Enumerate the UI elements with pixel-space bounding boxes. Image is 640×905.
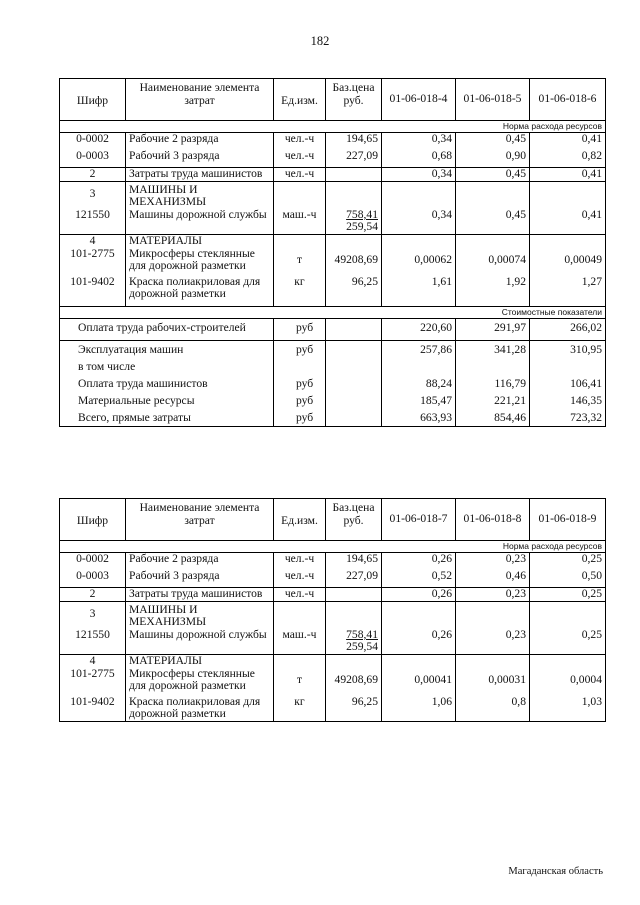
row-unit: маш.-ч (274, 209, 326, 235)
row-value: 0,46 (456, 570, 530, 588)
row-price: 194,65 (326, 553, 382, 571)
row-unit: кг (274, 693, 326, 722)
row-price: 96,25 (326, 693, 382, 722)
cost-row (60, 358, 606, 375)
cost-unit: руб (274, 409, 326, 427)
row-value: 0,23 (456, 629, 530, 655)
row-unit: чел.-ч (274, 570, 326, 588)
row-value: 0,25 (530, 629, 606, 655)
cost-value: 185,47 (382, 392, 456, 409)
header-unit: Ед.изм. (274, 79, 326, 121)
row-value: 1,03 (530, 693, 606, 722)
row-code: 101-2775 (60, 668, 126, 693)
header-code-1: 01-06-018-4 (382, 79, 456, 121)
cost-row (60, 319, 606, 341)
cost-unit: руб (274, 392, 326, 409)
norma-label: Норма расхода ресурсов (60, 541, 606, 553)
row-value: 1,27 (530, 273, 606, 301)
table-row (60, 150, 606, 168)
row-value: 0,41 (530, 209, 606, 235)
section-label-cost (60, 307, 606, 319)
row-value: 0,00031 (456, 668, 530, 693)
cost-value: 854,46 (456, 409, 530, 427)
table-header (60, 79, 606, 121)
cost-row (60, 392, 606, 409)
row-name: Затраты труда машинистов (126, 168, 274, 182)
row-value: 0,34 (382, 168, 456, 182)
cost-row (60, 341, 606, 359)
row-value: 0,52 (382, 570, 456, 588)
row-value: 0,45 (456, 168, 530, 182)
row-name: Рабочий 3 разряда (126, 150, 274, 168)
cost-unit: руб (274, 375, 326, 392)
row-unit: маш.-ч (274, 629, 326, 655)
header-shifr: Шифр (60, 79, 126, 121)
cost-value: 310,95 (530, 341, 606, 359)
row-code: 0-0002 (60, 133, 126, 151)
table-header (60, 499, 606, 541)
row-name: Рабочие 2 разряда (126, 553, 274, 571)
cost-value: 220,60 (382, 319, 456, 341)
table-row (60, 168, 606, 182)
table-row (60, 133, 606, 151)
row-code: 0-0003 (60, 570, 126, 588)
row-code: 101-2775 (60, 248, 126, 273)
header-code-2: 01-06-018-8 (456, 499, 530, 541)
row-code: 101-9402 (60, 273, 126, 301)
row-price: 259,54 (346, 640, 378, 654)
row-value: 0,82 (530, 150, 606, 168)
row-code: 4 (60, 234, 126, 247)
row-name: Машины дорожной службы (126, 629, 274, 655)
estimate-table-2 (59, 498, 606, 722)
header-price: Баз.цена руб. (326, 499, 382, 541)
cost-value: 723,32 (530, 409, 606, 427)
header-price: Баз.цена руб. (326, 79, 382, 121)
table-row (60, 234, 606, 247)
row-value: 0,34 (382, 133, 456, 151)
row-name: Машины дорожной службы (126, 209, 274, 235)
table-row (60, 570, 606, 588)
row-price: 49208,69 (326, 248, 382, 273)
table-row (60, 248, 606, 273)
row-price: 758,41 (346, 207, 378, 221)
cost-unit: руб (274, 319, 326, 341)
table-row (60, 553, 606, 571)
table-row (60, 181, 606, 209)
table-row (60, 209, 606, 235)
row-value: 0,26 (382, 588, 456, 602)
row-code: 2 (60, 168, 126, 182)
row-code: 121550 (60, 209, 126, 235)
cost-label: Стоимостные показатели (60, 307, 606, 319)
row-name: Краска полиакриловая для дорожной разметки (126, 273, 274, 301)
row-code: 0-0002 (60, 553, 126, 571)
table-row (60, 629, 606, 655)
row-value: 0,45 (456, 209, 530, 235)
header-code-3: 01-06-018-9 (530, 499, 606, 541)
row-code: 4 (60, 654, 126, 667)
row-value: 0,26 (382, 553, 456, 571)
row-value: 0,00049 (530, 248, 606, 273)
row-unit: т (274, 668, 326, 693)
row-code: 0-0003 (60, 150, 126, 168)
table-row (60, 693, 606, 722)
row-code: 2 (60, 588, 126, 602)
cost-value: 663,93 (382, 409, 456, 427)
cost-value: 221,21 (456, 392, 530, 409)
footer-region: Магаданская область (508, 866, 603, 877)
cost-label: в том числе (60, 358, 274, 375)
row-name: Рабочий 3 разряда (126, 570, 274, 588)
row-section-title: МАШИНЫ И МЕХАНИЗМЫ (126, 601, 274, 629)
row-unit: чел.-ч (274, 150, 326, 168)
row-code: 101-9402 (60, 693, 126, 722)
row-value: 0,0004 (530, 668, 606, 693)
row-value: 0,00041 (382, 668, 456, 693)
section-label-norma (60, 121, 606, 133)
cost-label: Эксплуатация машин (60, 341, 274, 359)
row-value: 0,25 (530, 553, 606, 571)
row-value: 0,68 (382, 150, 456, 168)
cost-value: 106,41 (530, 375, 606, 392)
row-code: 3 (60, 601, 126, 629)
table-row (60, 654, 606, 667)
row-section-title: МАТЕРИАЛЫ (126, 654, 274, 667)
estimate-table-1 (59, 78, 606, 427)
row-price: 758,41 (346, 627, 378, 641)
row-price: 49208,69 (326, 668, 382, 693)
cost-value: 266,02 (530, 319, 606, 341)
row-price: 227,09 (326, 570, 382, 588)
row-value: 0,34 (382, 209, 456, 235)
row-value: 1,06 (382, 693, 456, 722)
table-row (60, 273, 606, 301)
row-price: 96,25 (326, 273, 382, 301)
row-unit: чел.-ч (274, 133, 326, 151)
row-code: 121550 (60, 629, 126, 655)
row-value: 0,23 (456, 553, 530, 571)
row-unit: чел.-ч (274, 588, 326, 602)
row-unit: кг (274, 273, 326, 301)
page-number: 182 (310, 34, 330, 48)
row-value: 0,45 (456, 133, 530, 151)
cost-label: Оплата труда машинистов (60, 375, 274, 392)
cost-row (60, 409, 606, 427)
cost-label: Оплата труда рабочих-строителей (60, 319, 274, 341)
row-code: 3 (60, 181, 126, 209)
row-name: Микросферы стеклянные для дорожной разметки (126, 248, 274, 273)
table-row (60, 601, 606, 629)
row-value: 0,23 (456, 588, 530, 602)
section-label-norma (60, 541, 606, 553)
header-code-3: 01-06-018-6 (530, 79, 606, 121)
norma-label: Норма расхода ресурсов (60, 121, 606, 133)
cost-label: Материальные ресурсы (60, 392, 274, 409)
row-price: 227,09 (326, 150, 382, 168)
row-value: 0,00062 (382, 248, 456, 273)
row-value: 0,25 (530, 588, 606, 602)
row-value: 1,61 (382, 273, 456, 301)
header-code-1: 01-06-018-7 (382, 499, 456, 541)
header-shifr: Шифр (60, 499, 126, 541)
row-name: Микросферы стеклянные для дорожной разметки (126, 668, 274, 693)
row-price: 259,54 (346, 220, 378, 234)
header-name: Наименование элемента затрат (126, 499, 274, 541)
row-unit: чел.-ч (274, 553, 326, 571)
row-value: 0,50 (530, 570, 606, 588)
row-value: 0,90 (456, 150, 530, 168)
row-name: Затраты труда машинистов (126, 588, 274, 602)
header-unit: Ед.изм. (274, 499, 326, 541)
row-unit: чел.-ч (274, 168, 326, 182)
cost-value: 341,28 (456, 341, 530, 359)
cost-value: 257,86 (382, 341, 456, 359)
cost-value: 116,79 (456, 375, 530, 392)
row-section-title: МАТЕРИАЛЫ (126, 234, 274, 247)
cost-value: 88,24 (382, 375, 456, 392)
cost-row (60, 375, 606, 392)
row-price: 194,65 (326, 133, 382, 151)
row-value: 0,00074 (456, 248, 530, 273)
cost-value: 291,97 (456, 319, 530, 341)
cost-unit: руб (274, 341, 326, 359)
row-name: Краска полиакриловая для дорожной разметки (126, 693, 274, 722)
row-value: 0,26 (382, 629, 456, 655)
row-value: 0,41 (530, 168, 606, 182)
row-value: 0,41 (530, 133, 606, 151)
row-unit: т (274, 248, 326, 273)
row-name: Рабочие 2 разряда (126, 133, 274, 151)
row-section-title: МАШИНЫ И МЕХАНИЗМЫ (126, 181, 274, 209)
row-value: 1,92 (456, 273, 530, 301)
row-value: 0,8 (456, 693, 530, 722)
header-name: Наименование элемента затрат (126, 79, 274, 121)
cost-value: 146,35 (530, 392, 606, 409)
table-row (60, 588, 606, 602)
header-code-2: 01-06-018-5 (456, 79, 530, 121)
table-row (60, 668, 606, 693)
cost-label: Всего, прямые затраты (60, 409, 274, 427)
